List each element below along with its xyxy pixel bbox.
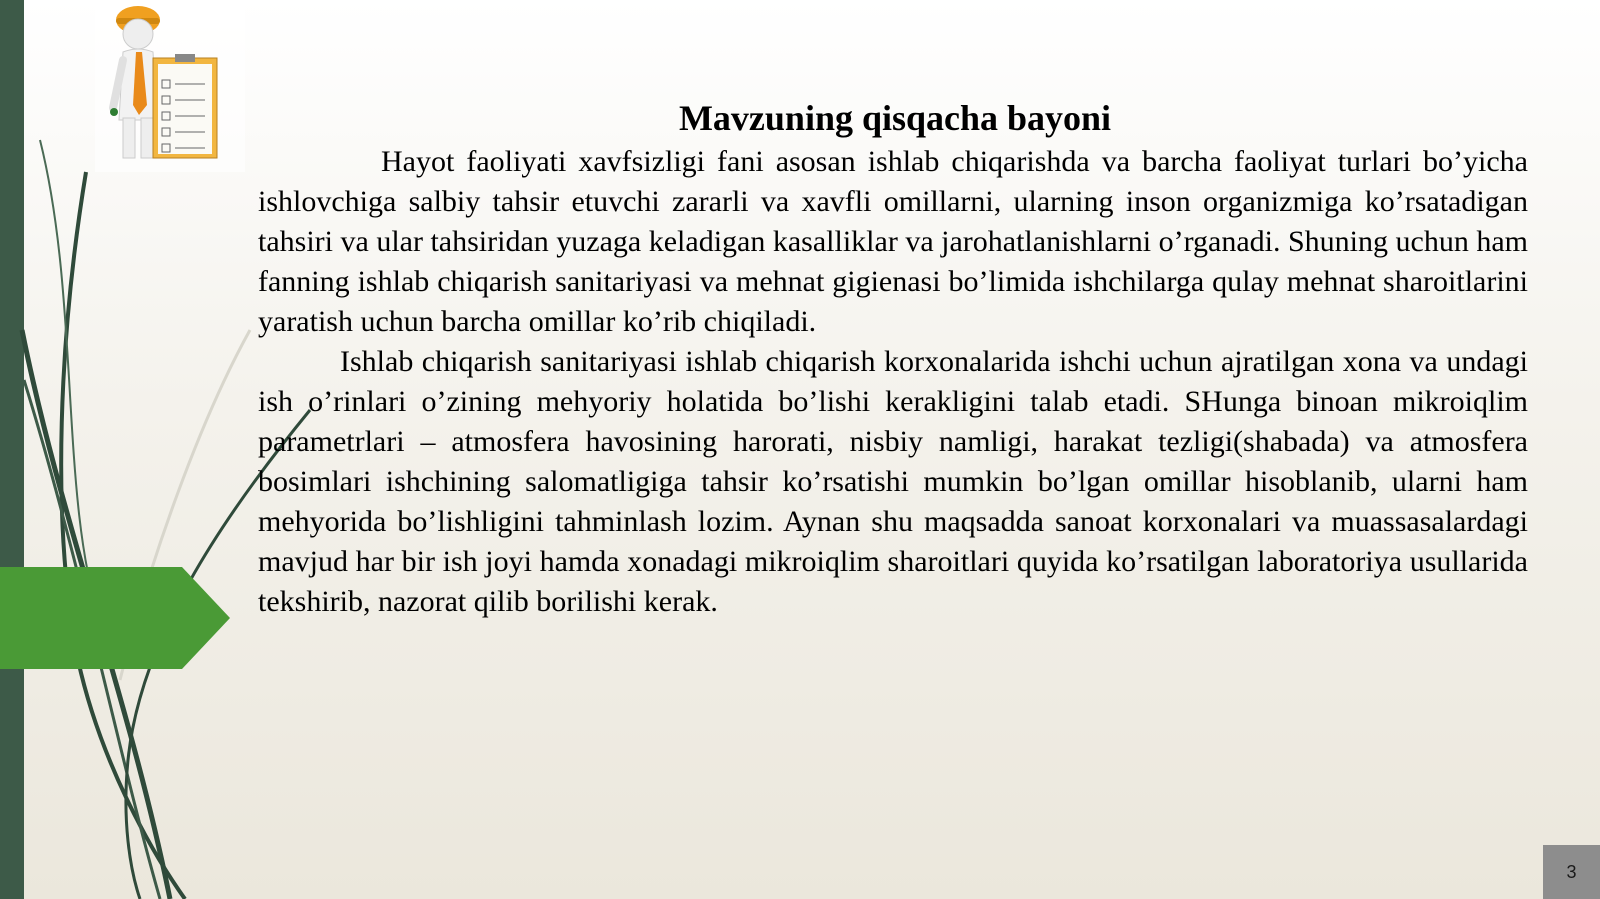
green-arrow-shape bbox=[0, 567, 230, 669]
paragraph-2: Ishlab chiqarish sanitariyasi ishlab chiqarish korxonalarida ishchi uchun ajratilgan xona va undagi ish o’rinlari o’zining mehyoriy holatida bo’lishi kerakligini talab etadi. SHunga binoan mikroiqlim parametrlari – atmosfera havosining harorati, nisbiy namligi, harakat tezligi(shabada) va atmosfera bosimlari ishchining salomatligiga tahsir ko’rsatishi mumkin bo’lgan omillar hisoblanib, ularni ham mehyorida bo’lishligini tahminlash lozim. Aynan shu maqsadda sanoat korxonalari va muassasalardagi mavjud har bir ish joyi hamda xonadagi mikroiqlim sharoitlari quyida ko’rsatilgan laboratoriya usullarida tekshirib, nazorat qilib borilishi kerak. bbox=[258, 345, 1528, 618]
slide-body bbox=[258, 142, 1528, 622]
page-number: 3 bbox=[1543, 845, 1600, 899]
paragraph-1: Hayot faoliyati xavfsizligi fani asosan ishlab chiqarishda va barcha faoliyat turlari bo’yicha ishlovchiga salbiy tahsir etuvchi zararli va xavfli omillarni, ularning inson organizmiga ko’rsatadigan tahsiri va ular tahsiridan yuzaga keladigan kasalliklar va jarohatlanishlarni o’rganadi. Shuning uchun ham fanning ishlab chiqarish sanitariyasi va mehnat gigienasi bo’limida ishchilarga qulay mehnat sharoitlarini yaratish uchun barcha omillar ko’rib chiqiladi. bbox=[258, 145, 1528, 338]
worker-with-checklist-icon bbox=[95, 0, 245, 172]
slide-title: Mavzuning qisqacha bayoni bbox=[678, 98, 1112, 138]
